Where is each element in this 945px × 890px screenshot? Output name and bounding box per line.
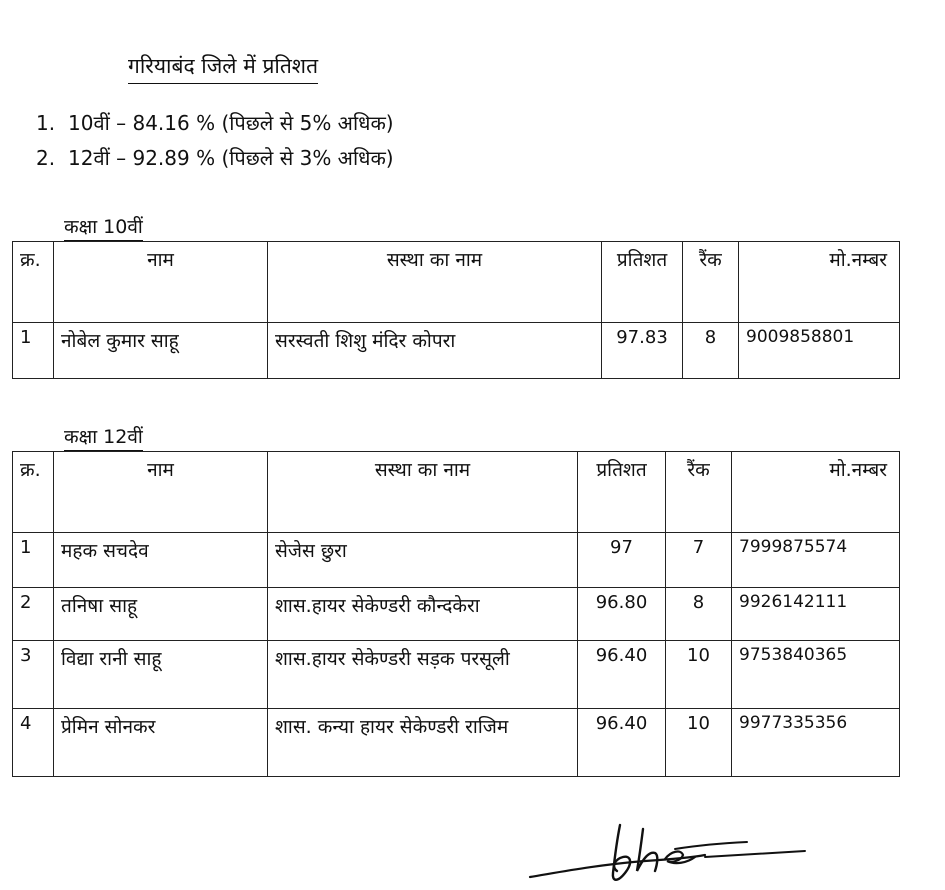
summary-text: 10वीं – 84.16 % (पिछले से 5% अधिक): [68, 111, 394, 135]
summary-item-class10: [36, 106, 394, 141]
table-header-row: [13, 242, 900, 323]
cell-institution: शास.हायर सेकेण्डरी कौन्दकेरा: [268, 588, 578, 641]
cell-rank: 8: [683, 323, 739, 379]
table-row: [13, 323, 900, 379]
cell-sn: 1: [13, 323, 54, 379]
summary-number: 1.: [36, 111, 56, 135]
summary-item-class12: [36, 141, 394, 176]
table-row: [13, 641, 900, 709]
header-name: नाम: [54, 242, 268, 323]
cell-mobile: 9926142111: [732, 588, 900, 641]
cell-name: प्रेमिन सोनकर: [54, 709, 268, 777]
header-sn: क्र.: [13, 452, 54, 533]
header-rank: रैंक: [666, 452, 732, 533]
cell-sn: 3: [13, 641, 54, 709]
cell-percent: 96.40: [578, 641, 666, 709]
cell-percent: 97: [578, 533, 666, 588]
summary-number: 2.: [36, 146, 56, 170]
cell-mobile: 9977335356: [732, 709, 900, 777]
summary-text: 12वीं – 92.89 % (पिछले से 3% अधिक): [68, 146, 394, 170]
cell-name: विद्या रानी साहू: [54, 641, 268, 709]
class10-title: कक्षा 10वीं: [64, 213, 143, 241]
class12-title: कक्षा 12वीं: [64, 423, 143, 451]
cell-rank: 10: [666, 709, 732, 777]
cell-mobile: 7999875574: [732, 533, 900, 588]
header-percent: प्रतिशत: [602, 242, 683, 323]
header-sn: क्र.: [13, 242, 54, 323]
cell-institution: शास.हायर सेकेण्डरी सड़क परसूली: [268, 641, 578, 709]
cell-percent: 97.83: [602, 323, 683, 379]
signature: [525, 815, 815, 890]
header-percent: प्रतिशत: [578, 452, 666, 533]
cell-mobile: 9753840365: [732, 641, 900, 709]
cell-sn: 4: [13, 709, 54, 777]
cell-mobile: 9009858801: [739, 323, 900, 379]
cell-name: तनिषा साहू: [54, 588, 268, 641]
cell-percent: 96.80: [578, 588, 666, 641]
header-rank: रैंक: [683, 242, 739, 323]
cell-rank: 8: [666, 588, 732, 641]
cell-sn: 2: [13, 588, 54, 641]
table-row: [13, 588, 900, 641]
cell-name: महक सचदेव: [54, 533, 268, 588]
header-institution: सस्था का नाम: [268, 242, 602, 323]
class12-table: [12, 451, 900, 777]
cell-institution: सरस्वती शिशु मंदिर कोपरा: [268, 323, 602, 379]
pass-percentage-summary: [36, 106, 394, 176]
cell-institution: शास. कन्या हायर सेकेण्डरी राजिम: [268, 709, 578, 777]
cell-rank: 10: [666, 641, 732, 709]
cell-name: नोबेल कुमार साहू: [54, 323, 268, 379]
table-header-row: [13, 452, 900, 533]
cell-institution: सेजेस छुरा: [268, 533, 578, 588]
class10-table: [12, 241, 900, 379]
table-row: [13, 533, 900, 588]
cell-rank: 7: [666, 533, 732, 588]
header-name: नाम: [54, 452, 268, 533]
header-institution: सस्था का नाम: [268, 452, 578, 533]
cell-percent: 96.40: [578, 709, 666, 777]
table-row: [13, 709, 900, 777]
header-mobile: मो.नम्बर: [732, 452, 900, 533]
cell-sn: 1: [13, 533, 54, 588]
district-percentage-heading: गरियाबंद जिले में प्रतिशत: [128, 52, 318, 84]
header-mobile: मो.नम्बर: [739, 242, 900, 323]
